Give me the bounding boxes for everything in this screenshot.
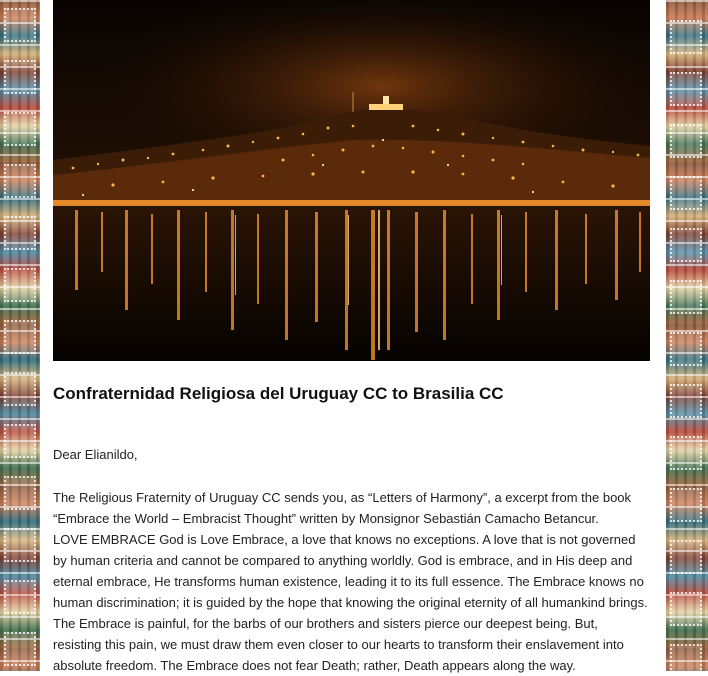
stamp-icon — [4, 216, 36, 250]
stamp-icon — [670, 488, 702, 522]
stamp-icon — [670, 20, 702, 54]
paragraph-intro: The Religious Fraternity of Uruguay CC sends you, as “Letters of Harmony”, a excerpt from the book “Embrace the World – Embracist Thought” written by Monsignor Sebastián Camacho Betancur. — [53, 490, 632, 526]
stamp-icon — [4, 372, 36, 406]
stamp-icon — [670, 644, 702, 671]
night-city-hill-photo-icon — [53, 0, 650, 361]
stamp-icon — [4, 632, 36, 666]
stamp-icon — [670, 72, 702, 106]
letter-body — [53, 487, 649, 676]
stamp-icon — [4, 528, 36, 562]
stamp-icon — [4, 580, 36, 614]
paragraph-love-embrace: LOVE EMBRACE God is Love Embrace, a love that knows no exceptions. A love that is not governed by human criteria and cannot be compared to anything worldly. God is embrace, and in His deep and eternal embrace, He transforms human existence, leading it to its full essence. The Embrace knows no human discrimination; it is guided by the hope that knowing the original eternity of all humankind brings. The Embrace is painful, for the barbs of our brothers and sisters pierce our deepest being. But, resisting this pain, we must draw them even closer to our hearts to transform their enslavement into absolute freedom. The Embrace does not fear Death; rather, Death appears along the way. — [53, 532, 648, 673]
stamp-icon — [670, 124, 702, 158]
stamp-icon — [670, 228, 702, 262]
stamp-icon — [4, 320, 36, 354]
stamp-icon — [4, 476, 36, 510]
stamp-icon — [670, 176, 702, 210]
stamp-icon — [4, 164, 36, 198]
stamp-icon — [670, 592, 702, 626]
stamp-icon — [4, 112, 36, 146]
stamp-icon — [4, 268, 36, 302]
greeting: Dear Elianildo, — [53, 447, 138, 462]
night-city-hill-photo — [53, 0, 650, 361]
stamp-icon — [670, 436, 702, 470]
stamp-icon — [4, 60, 36, 94]
stamp-icon — [670, 332, 702, 366]
right-stamp-border — [666, 0, 708, 671]
left-stamp-border — [0, 0, 40, 671]
stamp-icon — [4, 8, 36, 42]
stamp-icon — [670, 280, 702, 314]
stamp-icon — [670, 540, 702, 574]
stamp-icon — [4, 424, 36, 458]
page-title: Confraternidad Religiosa del Uruguay CC to Brasilia CC — [53, 384, 504, 403]
stamp-icon — [670, 384, 702, 418]
